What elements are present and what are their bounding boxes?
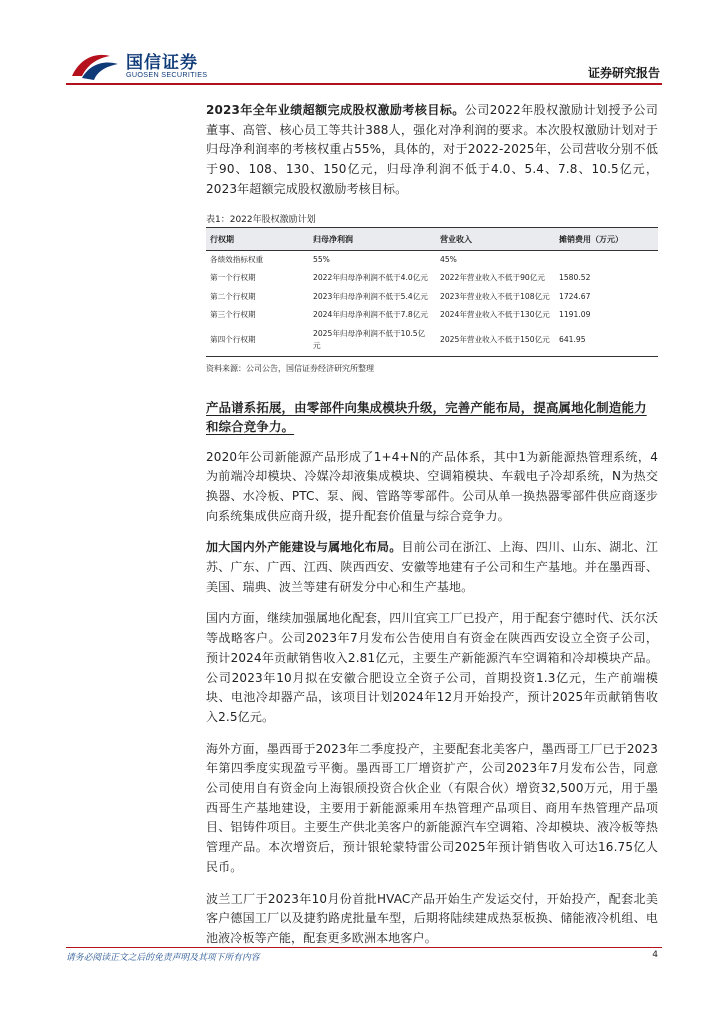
paragraph-lead: 2023年全年业绩超额完成股权激励考核目标。: [206, 103, 465, 117]
page-header: [66, 44, 662, 82]
table-cell: 641.95: [555, 325, 658, 357]
table-cell: 1724.67: [559, 291, 591, 301]
paragraph-equity-incentive: [206, 101, 658, 200]
table-row: [206, 269, 658, 288]
table-cell: 2023年归母净利润不低于5.4亿元: [313, 291, 428, 301]
table-cell: 第一个行权期: [210, 273, 256, 283]
disclaimer-note: 请务必阅读正文之后的免责声明及其项下所有内容: [66, 953, 260, 963]
table-cell: 2022年归母净利润不低于4.0亿元: [313, 273, 428, 283]
company-logo: [70, 48, 230, 84]
logo-chinese-name: 国信证券: [126, 53, 198, 73]
paragraph-domestic: 国内方面，继续加强属地化配套，四川宜宾工厂已投产，用于配套宁德时代、沃尔沃等战略客户。公司2023年7月发布公告使用自有资金在陕西西安设立全资子公司，预计2024年贡献销售收入2.81亿元，主要生产新能源汽车空调箱和冷却模块产品。公司2023年10月拟在安徽合肥设立全资子公司，首期投资1.3亿元，生产前端模块、电池冷却器产品，该项目计划2024年12月开始投产，预计2025年贡献销售收入2.5亿元。: [206, 611, 658, 724]
table-row: [206, 306, 658, 325]
table-cell: 45%: [440, 254, 457, 264]
table-cell: 第三个行权期: [210, 310, 256, 320]
table-cell: 各绩效指标权重: [210, 254, 264, 264]
column-header: 行权期: [206, 227, 309, 250]
table-cell: 2024年归母净利润不低于7.8亿元: [313, 310, 428, 320]
report-type-label: 证券研究报告: [587, 66, 660, 80]
table-row: [206, 325, 658, 357]
paragraph-body: 目前公司在浙江、上海、四川、山东、湖北、江苏、广东、广西、江西、陕西西安、安徽等地建有子公司和生产基地。并在墨西哥、美国、瑞典、波兰等建有研发分中心和生产基地。: [206, 540, 659, 594]
paragraph-product-system: 2020年公司新能源产品形成了1+4+N的产品体系，其中1为新能源热管理系统，4为前端冷却模块、冷媒冷却液集成模块、空调箱模块、车载电子冷却系统，N为热交换器、水冷板、PTC、泵、阀、管路等零部件。公司从单一换热器零部件供应商逐步向系统集成供应商升级，提升配套价值量与综合竞争力。: [206, 449, 658, 523]
paragraph-body: 公司2022年股权激励计划授予公司董事、高管、核心员工等共计388人，强化对净利润的要求。本次股权激励计划对于归母净利润率的考核权重占55%，具体的，对于2022-2025年，公司营收分别不低于90、108、130、150亿元，归母净利润不低于4.0、5.4、7.8、10.5亿元，2023年超额完成股权激励考核目标。: [206, 103, 659, 196]
table-header-row: [206, 227, 658, 250]
column-header: 归母净利润: [309, 227, 436, 250]
table-cell: 2023年营业收入不低于108亿元: [440, 291, 550, 301]
section-heading: 产品谱系拓展，由零部件向集成模块升级，完善产能布局，提高属地化制造能力和综合竞争力。: [206, 399, 647, 434]
table-cell: 55%: [313, 254, 330, 264]
table-cell: 1191.09: [559, 310, 591, 320]
table-cell: 1580.52: [559, 273, 591, 283]
table-row: [206, 250, 658, 269]
main-content: [206, 101, 658, 961]
logo-english-name: GUOSEN SECURITIES: [126, 70, 208, 79]
table-cell: 2025年营业收入不低于150亿元: [436, 325, 555, 357]
paragraph-capacity-layout: [206, 538, 658, 597]
paragraph-poland: 波兰工厂于2023年10月份首批HVAC产品开始生产发运交付，开始投产，配套北美客户德国工厂以及捷豹路虎批量车型，后期将陆续建成热泵板换、储能液冷机组、电池液冷板等产能，配套更多欧洲本地客户。: [206, 891, 658, 945]
column-header: 摊销费用（万元）: [555, 227, 658, 250]
table-title: 表1：2022年股权激励计划: [206, 214, 316, 225]
page-number: 4: [652, 950, 658, 960]
table-row: [206, 288, 658, 307]
table-cell: [555, 250, 658, 269]
table-cell: 2024年营业收入不低于130亿元: [440, 310, 550, 320]
header-divider: [66, 83, 662, 85]
paragraph-overseas: 海外方面，墨西哥于2023年二季度投产，主要配套北美客户，墨西哥工厂已于2023年第四季度实现盈亏平衡。墨西哥工厂增资扩产，公司2023年7月发布公告，同意公司使用自有资金向上海银颀投资合伙企业（有限合伙）增资32,500万元，用于墨西哥生产基地建设，主要用于新能源乘用车热管理产品项目、商用车热管理产品项目、铝铸件项目。主要生产供北美客户的新能源汽车空调箱、冷却模块、液冷板等热管理产品。本次增资后，预计银轮蒙特雷公司2025年预计销售收入可达16.75亿人民币。: [206, 741, 658, 874]
footer-divider: [66, 947, 662, 948]
table-cell: 第二个行权期: [210, 291, 256, 301]
column-header: 营业收入: [436, 227, 555, 250]
table-source-note: 资料来源：公司公告，国信证券经济研究所整理: [206, 363, 374, 373]
logo-mark-icon: [70, 50, 120, 82]
table-cell: 第四个行权期: [206, 325, 309, 357]
incentive-plan-table: [206, 227, 658, 357]
table-cell: 2025年归母净利润不低于10.5亿元: [309, 325, 436, 357]
paragraph-lead: 加大国内外产能建设与属地化布局。: [206, 540, 402, 555]
table-cell: 2022年营业收入不低于90亿元: [440, 273, 545, 283]
